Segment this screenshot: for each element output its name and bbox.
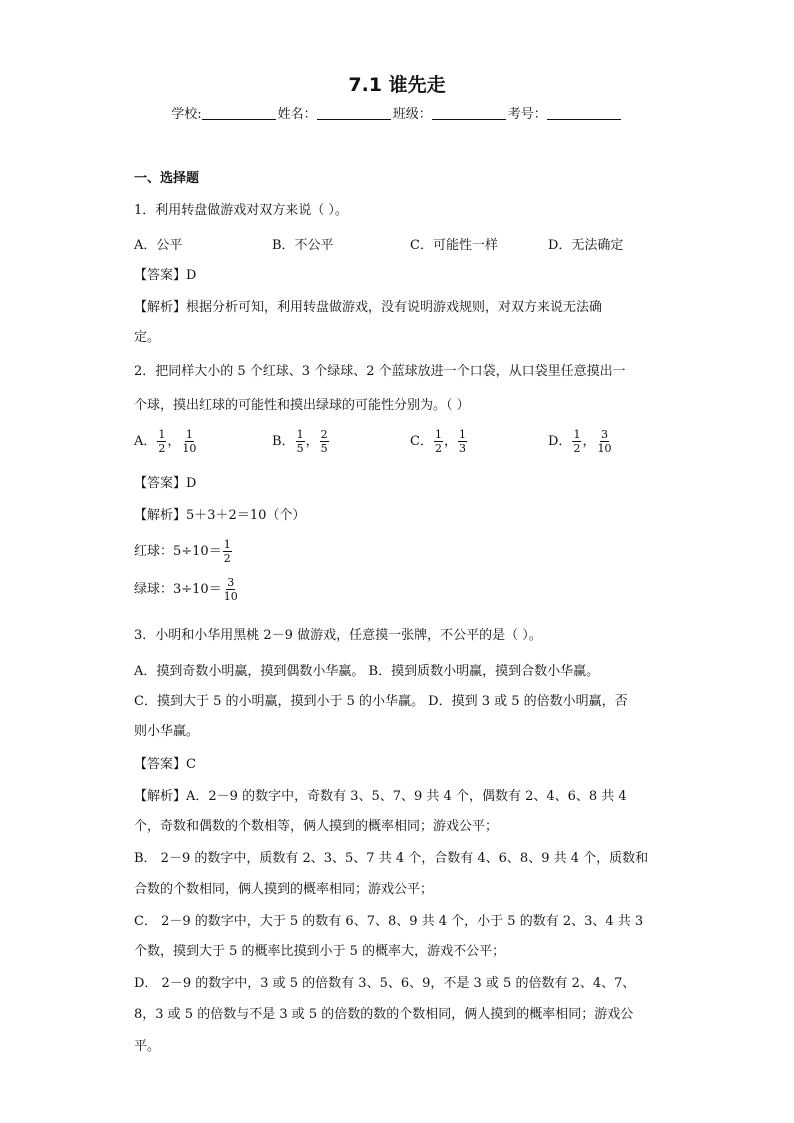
school-label: 学校: — [171, 107, 202, 122]
fraction: $\frac{1}{2}$ — [158, 428, 166, 455]
name-blank[interactable] — [317, 105, 391, 120]
q3-analysis-line-1: 【解析】A．2－9 的数字中，奇数有 3、5、7、9 共 4 个，偶数有 2、4、6、8 共 4 — [134, 789, 627, 804]
fraction: $\frac{1}{10}$ — [182, 428, 197, 455]
class-blank[interactable] — [432, 105, 506, 120]
q1-analysis-line-1: 【解析】根据分析可知，利用转盘做游戏，没有说明游戏规则，对双方来说无法确 — [134, 300, 603, 315]
school-blank[interactable] — [202, 105, 276, 120]
exam-no-blank[interactable] — [547, 105, 621, 120]
q1-option-d: D．无法确定 — [548, 238, 624, 253]
q2-option-b: B． $\frac{1}{5}$ ， $\frac{2}{5}$ — [272, 428, 328, 455]
fraction: $\frac{2}{5}$ — [320, 428, 328, 455]
q2-option-c: C． $\frac{1}{2}$ ， $\frac{1}{3}$ — [410, 428, 466, 455]
fraction: $\frac{1}{2}$ — [223, 538, 231, 565]
q2-option-a: A． $\frac{1}{2}$ ， $\frac{1}{10}$ — [134, 428, 197, 455]
q1-stem: 1．利用转盘做游戏对双方来说（ ）。 — [134, 203, 348, 218]
q3-analysis-line-7: D． 2－9 的数字中，3 或 5 的倍数有 3、5、6、9，不是 3 或 5 的倍数有 2、4、7、 — [134, 976, 636, 991]
q2-stem-line-2: 个球，摸出红球的可能性和摸出绿球的可能性分别为。（ ） — [134, 398, 470, 413]
q2-analysis: 【解析】5＋3＋2＝10（个） — [134, 508, 306, 523]
fraction: $\frac{3}{10}$ — [597, 428, 612, 455]
q3-stem: 3．小明和小华用黑桃 2－9 做游戏，任意摸一张牌，不公平的是（ ）。 — [134, 628, 542, 643]
fraction: $\frac{1}{2}$ — [573, 428, 581, 455]
exam-no-label: 考号： — [507, 107, 547, 122]
q3-answer: 【答案】C — [134, 757, 196, 772]
q1-answer: 【答案】D — [134, 268, 197, 283]
fraction: $\frac{1}{2}$ — [434, 428, 442, 455]
student-info-line — [0, 103, 794, 122]
q3-analysis-line-6: 个数，摸到大于 5 的概率比摸到小于 5 的概率大，游戏不公平； — [134, 944, 506, 959]
q3-options-line-3: 则小华赢。 — [134, 724, 200, 739]
q3-analysis-line-9: 平。 — [134, 1039, 161, 1054]
fraction: $\frac{1}{5}$ — [296, 428, 304, 455]
q3-analysis-line-3: B． 2－9 的数字中，质数有 2、3、5、7 共 4 个，合数有 4、6、8、9 共 4 个，质数和 — [134, 851, 649, 866]
section-title: 一、选择题 — [134, 171, 200, 186]
name-label: 姓名： — [277, 107, 317, 122]
q3-options-line-1: A．摸到奇数小明赢，摸到偶数小华赢。 B．摸到质数小明赢，摸到合数小华赢。 — [134, 664, 600, 679]
q3-analysis-line-5: C． 2－9 的数字中，大于 5 的数有 6、7、8、9 共 4 个，小于 5 的数有 2、3、4 共 3 — [134, 914, 644, 929]
q2-stem-line-1: 2．把同样大小的 5 个红球、3 个绿球、2 个蓝球放进一个口袋，从口袋里任意摸出一 — [134, 364, 626, 379]
q2-green-calc: 绿球：3÷10＝ $\frac{3}{10}$ — [134, 576, 238, 603]
q3-analysis-line-4: 合数的个数相同，俩人摸到的概率相同；游戏公平； — [134, 882, 434, 897]
q3-analysis-line-8: 8，3 或 5 的倍数与不是 3 或 5 的倍数的数的个数相同，俩人摸到的概率相同；游戏公 — [134, 1007, 634, 1022]
q3-options-line-2: C．摸到大于 5 的小明赢，摸到小于 5 的小华赢。 D．摸到 3 或 5 的倍数小明赢，否 — [134, 694, 628, 709]
q2-option-d: D． $\frac{1}{2}$ ， $\frac{3}{10}$ — [548, 428, 612, 455]
class-label: 班级： — [392, 107, 432, 122]
page-title: 7.1 谁先走 — [348, 74, 446, 96]
q3-analysis-line-2: 个，奇数和偶数的个数相等，俩人摸到的概率相同；游戏公平； — [134, 819, 499, 834]
q1-option-a: A．公平 — [134, 238, 183, 253]
q1-option-c: C．可能性一样 — [410, 238, 498, 253]
q1-analysis-line-2: 定。 — [134, 330, 161, 345]
q2-red-calc: 红球：5÷10＝ $\frac{1}{2}$ — [134, 538, 231, 565]
q1-option-b: B．不公平 — [272, 238, 334, 253]
fraction: $\frac{1}{3}$ — [458, 428, 466, 455]
q2-answer: 【答案】D — [134, 476, 197, 491]
fraction: $\frac{3}{10}$ — [223, 576, 238, 603]
